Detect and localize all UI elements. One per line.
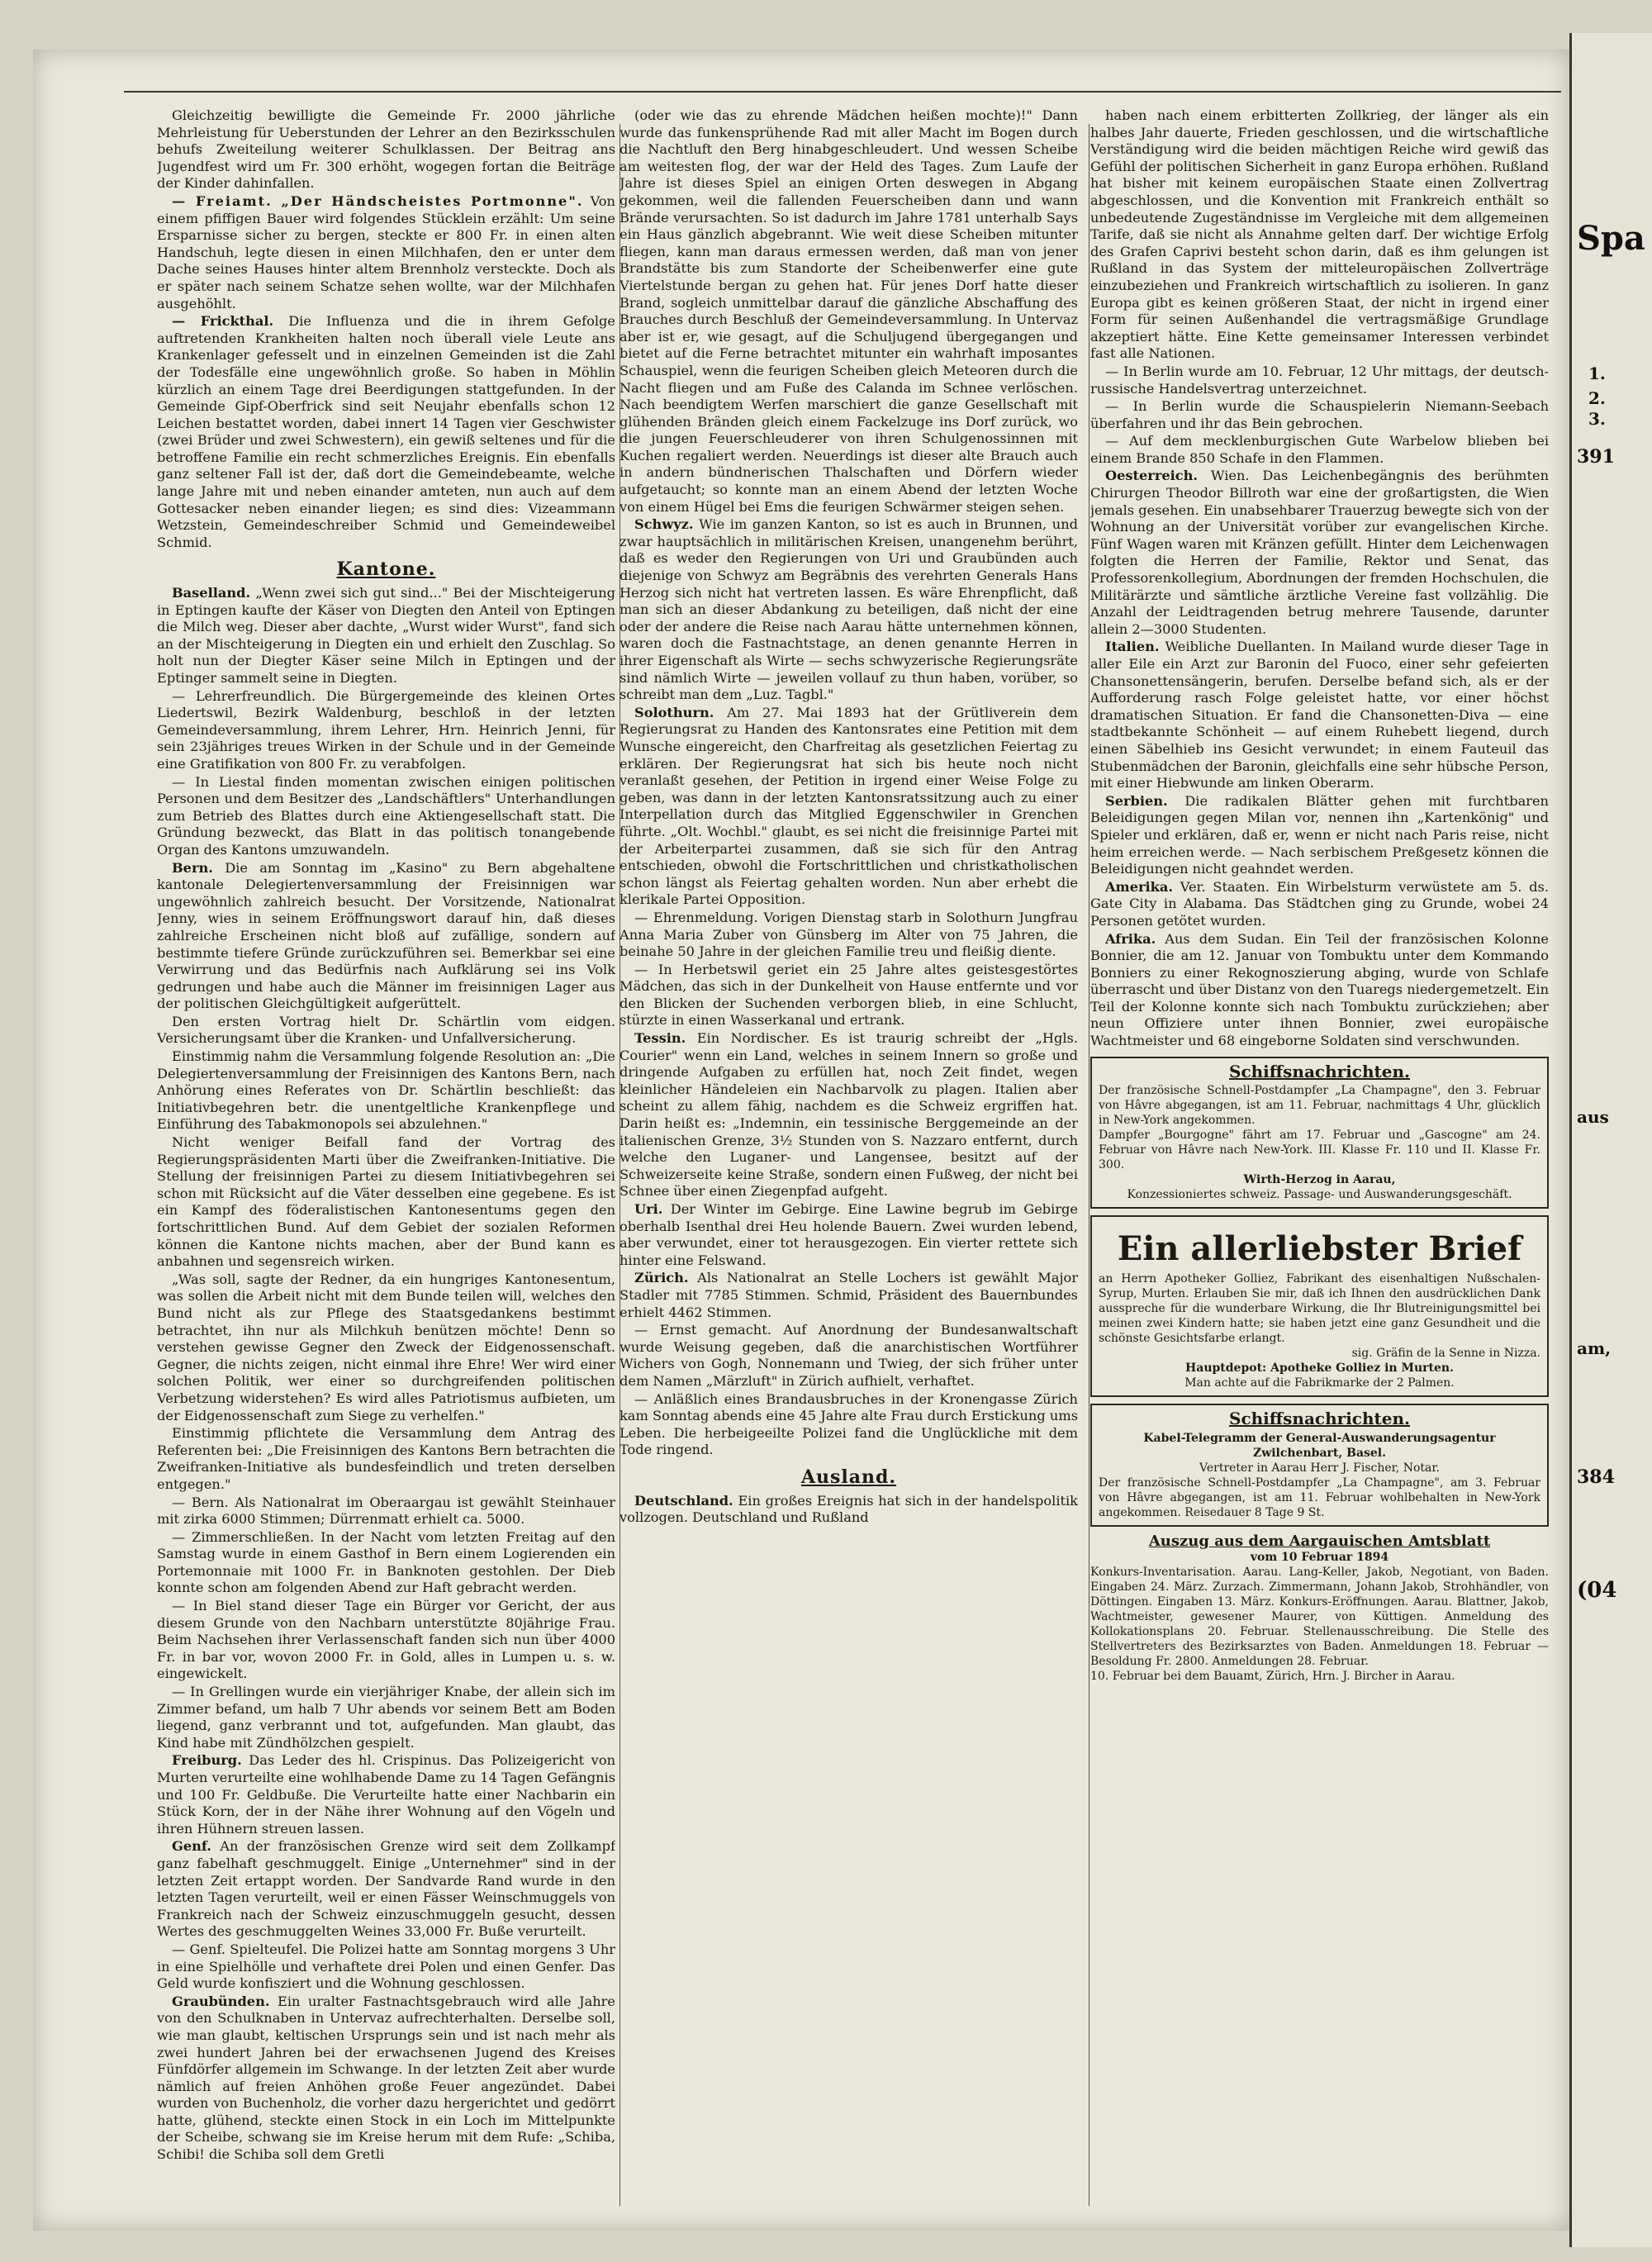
edge-fragment: 391 — [1577, 446, 1615, 468]
paragraph: Oesterreich. Wien. Das Leichenbegängnis des berühmten Chirurgen Theodor Billroth war eine der großartigsten, die Wien jemals gesehen. Ein unabsehbarer Trauerzug bewegte sich von der Wohnung an der Universität vorüber zur evangelischen Kirche. Fünf Wagen waren mit Kränzen gefüllt. Hinter dem Leichenwagen folgten die Herren der Familie, Rektor und Senat, das Professorenkollegium, Abordnungen der fremden Hochschulen, die Militärärzte und sämtliche ärztliche Vereine fast vollzählig. Die Anzahl der Leidtragenden betrug mehrere Tausende, darunter allein 2—3000 Studenten. — [1090, 468, 1549, 637]
edge-fragment: 384 — [1577, 1466, 1615, 1488]
paragraph: Nicht weniger Beifall fand der Vortrag des Regierungspräsidenten Marti über die Zweifranken-Initiative. Die Stellung der freisinnigen Partei zu diesem Initiativbegehren sei schon mit Rücksicht auf die Väter desselben eine gegebene. Es ist ein Kampf des föderalistischen Kantonesentums gegen den fortschrittlichen Bund. Auf dem Gebiet der sozialen Reformen können die Kantone nichts machen, aber der Bund kann es anbahnen und segensreich wirken. — [157, 1134, 615, 1270]
paragraph: — Genf. Spielteufel. Die Polizei hatte am Sonntag morgens 3 Uhr in eine Spielhölle und verhaftete drei Polen und einen Genfer. Das Geld wurde konfisziert und die Wohnung geschlossen. — [157, 1941, 615, 1992]
paragraph: Baselland. „Wenn zwei sich gut sind..." Bei der Mischteigerung in Eptingen kaufte der Käser von Diegten den Anteil von Eptingen die Milch weg. Dieser aber dachte, „Wurst wider Wurst", fand sich an der Mischteigerung in Diegten ein und erhielt den Zuschlag. So holt nun der Diegter Käser seine Milch in Eptingen und der Eptinger sammelt seine in Diegten. — [157, 585, 615, 686]
adjacent-page-edge — [1569, 33, 1652, 2247]
ad-sign: sig. Gräfin de la Senne in Nizza. — [1351, 1347, 1540, 1361]
ad-text: Der französische Schnell-Postdampfer „La Champagne", den 3. Februar von Hâvre abgegangen, ist am 11. Februar, nachmittags 4 Uhr, glücklich in New-York angekommen. — [1099, 1084, 1540, 1128]
paragraph: Deutschland. Ein großes Ereignis hat sich in der handelspolitik vollzogen. Deutschland und Rußland — [620, 1492, 1078, 1526]
ad-text: an Herrn Apotheker Golliez, Fabrikant des eisenhaltigen Nußschalen-Syrup, Murten. Erlauben Sie mir, daß ich Ihnen den ausdrücklichen Dank ausspreche für die wunderbare Wirkung, die Ihr Blutreinigungsmittel bei meinen zwei Kindern hatte; sie haben jetzt eine ganz Gesundheit und die schönste Gesichtsfarbe erlangt. — [1099, 1272, 1540, 1346]
paragraph: — Auf dem mecklenburgischen Gute Warbelow blieben bei einem Brande 850 Schafe in den Flammen. — [1090, 433, 1549, 466]
ad-text: Dampfer „Bourgogne" fährt am 17. Februar und „Gascogne" am 24. Februar von Hâvre nach New-York. III. Klasse Fr. 110 und II. Klasse Fr. 300. — [1099, 1129, 1540, 1172]
edge-fragment: am, — [1577, 1338, 1612, 1358]
ad-headline: Ein allerliebster Brief — [1117, 1229, 1522, 1269]
edge-fragment: 2. — [1588, 388, 1606, 408]
paragraph: Zürich. Als Nationalrat an Stelle Lochers ist gewählt Major Stadler mit 7785 Stimmen. Schmid, Präsident des Bauernbundes erhielt 4462 Stimmen. — [620, 1270, 1078, 1320]
section-heading-ausland: Ausland. — [800, 1466, 897, 1488]
amtsblatt-excerpt — [1090, 1533, 1549, 1685]
paragraph: — Zimmerschließen. In der Nacht vom letzten Freitag auf den Samstag wurde in einem Gasthof in Bern einem Logierenden ein Portemonnaie mit 1000 Fr. in Banknoten gestohlen. Der Dieb konnte schon am folgenden Abend zur Haft gebracht werden. — [157, 1528, 615, 1596]
top-rule — [124, 91, 1561, 93]
paragraph: Den ersten Vortrag hielt Dr. Schärtlin vom eidgen. Versicherungsamt über die Kranken- und Unfallversicherung. — [157, 1013, 615, 1047]
column-3 — [1090, 107, 1549, 2222]
paragraph: Solothurn. Am 27. Mai 1893 hat der Grütliverein dem Regierungsrat zu Handen des Kantonsrates eine Petition mit dem Wunsche eingereicht, den Charfreitag als gesetzlichen Feiertag zu erklären. Der Regierungsrat hat sich bis heute noch nicht veranlaßt gesehen, der Petition in irgend einer Weise Folge zu geben, was dann in der letzten Kantonsratssitzung auch zu einer Interpellation durch das Mitglied Eggenschwiler in Grenchen führte. „Olt. Wochbl." glaubt, es sei nicht die freisinnige Partei mit der Arbeiterpartei zusammen, daß sie sich für den Antrag entschieden, obwohl die Fortschrittlichen und christkatholischen schon längst als Feiertag gehalten worden. Nun aber erhebt die klerikale Partei Opposition. — [620, 704, 1078, 908]
paragraph: Serbien. Die radikalen Blätter gehen mit furchtbaren Beleidigungen gegen Milan vor, nennen ihn „Kartenkönig" und Spieler und erklären, daß er, wenn er nicht nach Paris reise, nicht heim erreichen werde. — Nach serbischem Preßgesetz können die Beleidigungen nicht geahndet werden. — [1090, 792, 1549, 877]
paragraph: — In Grellingen wurde ein vierjähriger Knabe, der allein sich im Zimmer befand, um halb 7 Uhr abends vor seinem Bett am Boden liegend, ganz verbrannt und tot, aufgefunden. Man glaubt, das Kind habe mit Zündhölzchen gespielt. — [157, 1684, 615, 1751]
ad-sign: Wirth-Herzog in Aarau, — [1243, 1173, 1396, 1187]
edge-fragment: aus — [1577, 1107, 1609, 1127]
ad-schiffsnachrichten-2 — [1090, 1404, 1549, 1527]
paragraph: „Was soll, sagte der Redner, da ein hungriges Kantonesentum, was sollen die Arbeit nicht mit dem Bunde teilen will, welches den Bund nicht als zur Pflege des Staatsgedankens bestimmt betrachtet, ihn nur als Milchkuh benützen möchte! Denn so verstehen gewisse Gegner den Zweck der Eidgenossenschaft. Gegner, die nichts zeigen, nicht einmal ihre Ehre! Wer wird einer solchen Politik, wer einer so durchgreifenden politischen Verbetzung widerstehen? Es wird alles Patriotismus aufbieten, um der Eidgenossenschaft zum Siege zu verhelfen." — [157, 1271, 615, 1423]
section-heading-kantone: Kantone. — [336, 558, 436, 581]
amtsblatt-text: 10. Februar bei dem Bauamt, Zürich, Hrn. J. Bircher in Aarau. — [1090, 1670, 1455, 1684]
amtsblatt-text: Konkurs-Inventarisation. Aarau. Lang-Keller, Jakob, Negotiant, von Baden. Eingaben 24. März. Zurzach. Zimmermann, Johann Jakob, Strohhändler, von Döttingen. Eingaben 13. März. Konkurs-Eröffnungen. Aarau. Blattner, Jakob, Wachtmeister, gewesener Maurer, von Küttigen. Anmeldung des Kollokationsplans 20. Februar. Stellenausschreibung. Die Stelle des Stellvertreters des Bezirksarztes von Baden. Anmeldungen 18. Februar — Besoldung Fr. 2800. Anmeldungen 28. Februar. — [1090, 1566, 1549, 1669]
paragraph: — In Berlin wurde die Schauspielerin Niemann-Seebach überfahren und ihr das Bein gebrochen. — [1090, 398, 1549, 431]
edge-fragment: Spa — [1577, 219, 1645, 258]
paragraph: Schwyz. Wie im ganzen Kanton, so ist es auch in Brunnen, und zwar hauptsächlich in militärischen Kreisen, unangenehm berührt, daß es weder den Regierungen von Uri und Graubünden auch diejenige von Schwyz am Begräbnis des verehrten Generals Hans Herzog sich nicht hat vertreten lassen. Es wäre Ehrenpflicht, daß man sich an dieser Abdankung zu beteiligen, daß nicht der eine oder der andere die Reise nach Aarau hätte unternehmen können, waren doch die Fastnachtstage, an denen genannte Herren in ihrer Eigenschaft als Wirte — sechs schwyzerische Regierungsräte sind nämlich Wirte — jeweilen vollauf zu thun haben, vorüber, so schreibt man dem „Luz. Tagbl." — [620, 516, 1078, 703]
ad-subtitle: Kabel-Telegramm der General-Auswanderungsagentur Zwilchenbart, Basel. — [1143, 1431, 1496, 1460]
ad-depot: Hauptdepot: Apotheke Golliez in Murten. — [1185, 1361, 1454, 1376]
paragraph: Gleichzeitig bewilligte die Gemeinde Fr. 2000 jährliche Mehrleistung für Ueberstunden der Lehrer an den Bezirksschulen behufs Zweiteilung weiterer Schulklassen. Der Beitrag ans Jugendfest wird um Fr. 300 erhöht, wogegen fortan die Beiträge der Kinder dahinfallen. — [157, 107, 615, 192]
paragraph: Amerika. Ver. Staaten. Ein Wirbelsturm verwüstete am 5. ds. Gate City in Alabama. Das Städtchen ging zu Grunde, wobei 24 Personen getötet wurden. — [1090, 878, 1549, 929]
ad-golliez — [1090, 1215, 1549, 1397]
paragraph: — In Berlin wurde am 10. Februar, 12 Uhr mittags, der deutsch-russische Handelsvertrag unterzeichnet. — [1090, 363, 1549, 397]
paragraph: Graubünden. Ein uralter Fastnachtsgebrauch wird alle Jahre von den Schulknaben in Untervaz aufrechterhalten. Derselbe soll, wie man glaubt, keltischen Ursprungs sein und ist nach mehr als zwei hundert Jahren bei der erwachsenen Jugend des Kreises Fünfdörfer allgemein im Schwange. In der letzten Zeit aber wurde nämlich auf freien Anhöhen große Feuer angezündet. Dabei wurden von Buchenholz, die vorher dazu hergerichtet und gedörrt hatte, glühend, steckte einen Stock in ein Loch im Mittelpunkte der Scheibe, schwang sie im Kreise herum mit dem Rufe: „Schiba, Schibi! die Schiba soll dem Gretli — [157, 1993, 615, 2163]
paragraph: haben nach einem erbitterten Zollkrieg, der länger als ein halbes Jahr dauerte, Frieden geschlossen, und die wirtschaftliche Verständigung wird die beiden mächtigen Reiche wird gewiß das Gefühl der politischen Sicherheit in ganz Europa erhöhen. Rußland hat bisher mit keinem europäischen Staate einen Zollvertrag abgeschlossen, und die Konvention mit Frankreich enthält so unbedeutende Zugeständnisse im Vergleiche mit dem allgemeinen Tarife, daß sie nicht als Annahme gelten darf. Der wichtige Erfolg des Grafen Caprivi besteht schon darin, daß es ihm gelungen ist Rußland in das System der mitteleuropäischen Zollverträge einzubeziehen und Frankreich wirtschaftlich zu isolieren. In ganz Europa gibt es keinen größeren Staat, der nicht in irgend einer Form für seinen Außenhandel die vertragsmäßige Grundlage akzeptiert hätte. Eine Kette gemeinsamer Interessen verbindet fast alle Nationen. — [1090, 107, 1549, 362]
edge-fragment: 3. — [1588, 409, 1606, 429]
paragraph: — Frickthal. Die Influenza und die in ihrem Gefolge auftretenden Krankheiten halten noch überall viele Leute ans Krankenlager gefesselt und in einzelnen Gemeinden ist die Zahl der Todesfälle eine ungewöhnlich große. So haben in Möhlin kürzlich an einem Tage drei Beerdigungen stattgefunden. In der Gemeinde Gipf-Oberfrick sind seit Neujahr ebenfalls schon 12 Leichen bestattet worden, dabei innert 14 Tagen vier Geschwister (zwei Brüder und zwei Schwestern), ein gewiß seltenes und für die betroffene Familie ein recht schmerzliches Ereignis. Ein ebenfalls ganz seltener Fall ist der, daß dort die Gemeindebeamte, welche lange Jahre mit und neben einander amteten, nun auch auf dem Gottesacker neben einander liegen; es sind dies: Vizeammann Wetzstein, Gemeindeschreiber Schmid und Gemeindeweibel Schmid. — [157, 313, 615, 550]
paragraph: — In Biel stand dieser Tage ein Bürger vor Gericht, der aus diesem Grunde von den Nachbarn unterstützte 80jährige Frau. Beim Nachsehen ihrer Verlassenschaft fanden sich nun über 4000 Fr. in bar vor, wovon 2000 Fr. in Gold, alles in Lumpen u. s. w. eingewickelt. — [157, 1598, 615, 1682]
amtsblatt-date: vom 10 Februar 1894 — [1250, 1551, 1389, 1565]
paragraph: Genf. An der französischen Grenze wird seit dem Zollkampf ganz fabelhaft geschmuggelt. Einige „Unternehmer" sind in der letzten Zeit ertappt worden. Der Sandvarde Rand wurde in den letzten Tagen verurteilt, weil er einen Fässer Weinschmuggels von Frankreich nach der Schweiz einzuschmuggeln gesucht, dessen Wertes des geschmuggelten Weines 33,000 Fr. Buße verurteilt. — [157, 1838, 615, 1940]
edge-fragment: 1. — [1588, 364, 1606, 383]
paragraph: Tessin. Ein Nordischer. Es ist traurig schreibt der „Hgls. Courier" wenn ein Land, welches in seinem Innern so große und dringende Aufgaben zu erfüllen hat, noch Zeit findet, wegen kleinlicher Händeleien ein Nachbarvolk zu plagen. Italien aber scheint zu allem fähig, nachdem es die Schweiz ergriffen hat. Darin heißt es: „Indemnin, ein tessinische Berggemeinde an der italienischen Grenze, 3½ Stunden von S. Nazzaro entfernt, durch welche den Luganer- und Langensee, besitzt auf der Schweizerseite keine Straße, sondern einen Fußweg, der nicht bei Schnee über einen Ziegenpfad aufgeht. — [620, 1030, 1078, 1200]
ad-title: Schiffsnachrichten. — [1229, 1409, 1410, 1429]
paragraph: Einstimmig pflichtete die Versammlung dem Antrag des Referenten bei: „Die Freisinnigen des Kantons Bern betrachten die Zweifranken-Initiative als bundesfeindlich und treten derselben entgegen." — [157, 1425, 615, 1492]
paragraph: — Ehrenmeldung. Vorigen Dienstag starb in Solothurn Jungfrau Anna Maria Zuber von Günsberg im Alter von 75 Jahren, die beinahe 50 Jahre in der gleichen Familie treu und fleißig diente. — [620, 909, 1078, 960]
column-2 — [620, 107, 1078, 2222]
amtsblatt-title: Auszug aus dem Aargauischen Amtsblatt — [1148, 1532, 1491, 1550]
paragraph: — Freiamt. „Der Händscheistes Portmonne". Von einem pfiffigen Bauer wird folgendes Stücklein erzählt: Um seine Ersparnisse sicher zu bergen, steckte er 800 Fr. in einen alten Handschuh, legte diesen in einen Milchhafen, den er unter dem Dache seines Hauses hinter altem Brennholz versteckte. Doch als er später nach seinem Schatze sehen wollte, war der Milchhafen ausgehöhlt. — [157, 192, 615, 311]
edge-fragment: (04 — [1577, 1578, 1617, 1603]
ad-title: Schiffsnachrichten. — [1229, 1061, 1410, 1081]
paragraph: Bern. Die am Sonntag im „Kasino" zu Bern abgehaltene kantonale Delegiertenversammlung der Freisinnigen war ungewöhnlich zahlreich besucht. Der Vorsitzende, Nationalrat Jenny, wies in seinem Eröffnungswort darauf hin, daß dieses zahlreiche Erscheinen nicht bloß auf zufällige, sondern auf bestimmte tiefere Gründe zurückzuführen sei. Bemerkbar sei eine Verwirrung und das Bedürfnis nach Aufklärung sei ins Volk gedrungen und habe auch die Männer im freisinnigen Lager aus der politischen Gleichgültigkeit aufgerüttelt. — [157, 859, 615, 1012]
ad-schiffsnachrichten-1 — [1090, 1057, 1549, 1209]
ad-sign: Konzessioniertes schweiz. Passage- und Auswanderungsgeschäft. — [1127, 1188, 1512, 1202]
paragraph: Freiburg. Das Leder des hl. Crispinus. Das Polizeigericht von Murten verurteilte eine wohlhabende Dame zu 14 Tagen Gefängnis und 100 Fr. Geldbuße. Die Verurteilte hatte einer Nachbarin ein Stück Korn, der in der Nähe ihrer Wohnung auf den Vögeln und ihren Hühnern streuen lassen. — [157, 1752, 615, 1837]
paragraph: — Anläßlich eines Brandausbruches in der Kronengasse Zürich kam Sonntag abends eine 45 Jahre alte Frau durch Erstickung ums Leben. Die herbeigeeilte Polizei fand die Unglückliche mit dem Tode ringend. — [620, 1390, 1078, 1458]
paragraph: Einstimmig nahm die Versammlung folgende Resolution an: „Die Delegiertenversammlung der Freisinnigen des Kantons Bern, nach Anhörung eines Referates von Dr. Schärtlin beschließt: das Initiativbegehren betr. die unentgeltliche Krankenpflege und Einführung des Tabakmonopols sei abzulehnen." — [157, 1048, 615, 1133]
paragraph: — In Herbetswil geriet ein 25 Jahre altes geistesgestörtes Mädchen, das sich in der Dunkelheit von Hause entfernte und vor den Blicken der Suchenden verborgen blieb, in eine Schlucht, stürzte in einen Wasserkanal und ertrank. — [620, 961, 1078, 1029]
paragraph: — Ernst gemacht. Auf Anordnung der Bundesanwaltschaft wurde Weisung gegeben, daß die anarchistischen Wortführer Wichers von Gogh, Nonnemann und Twieg, der sich früher unter dem Namen „Märzluft" in Zürich aufhielt, verhaftet. — [620, 1322, 1078, 1389]
paragraph: (oder wie das zu ehrende Mädchen heißen mochte)!" Dann wurde das funkensprühende Rad mit aller Macht im Bogen durch die Nachtluft den Berg hinabgeschleudert. Und wessen Scheibe am weitesten flog, der war der Held des Tages. Zum Laufe der Jahre ist dieses Spiel an einigen Orten deswegen in Abgang gekommen, weil die fallenden Feuerscheiben dann und wann Brände verursachten. So ist dadurch im Jahre 1781 unterhalb Says ein Haus gänzlich abgebrannt. Wie weit diese Scheiben mitunter fliegen, kann man daraus ermessen werden, daß man von jener Brandstätte bis zum Standorte der Scheibenwerfer eine gute Viertelstunde bergan zu gehen hat. Für jenes Dorf hatte dieser Brand, sogleich unmittelbar darauf die gänzliche Abschaffung des Brauches durch Beschluß der Gemeindeversammlung. In Untervaz aber ist er, wie gesagt, auf die Schuljugend übergegangen und bietet auf die Ferne betrachtet mitunter ein wahrhaft imposantes Schauspiel, wenn die feurigen Scheiben gleich Meteoren durch die Nacht fliegen und am Fuße des Calanda im Schnee verlöschen. Nach beendigtem Werfen marschiert die ganze Gesellschaft mit glühenden Bränden gleich einem Fackelzuge ins Dorf zurück, wo die jungen Feuerschleuderer von ihren Schulgenossinnen mit Kuchen regaliert werden. Neuerdings ist dieser alte Brauch auch in andern bündnerischen Thalschaften und Dörfern wieder aufgetaucht; so konnte man an einem Abend der letzten Woche von einem Hügel bei Ems die feurigen Schwärmer steigen sehen. — [620, 107, 1078, 515]
paragraph: Italien. Weibliche Duellanten. In Mailand wurde dieser Tage in aller Eile ein Arzt zur Baronin del Fuoco, einer sehr gefeierten Chansonettensängerin, berufen. Derselbe befand sich, als er der Aufforderung rasch Folge geleistet hatte, vor einer höchst dramatischen Situation. Er fand die Chansonetten-Diva — eine stadtbekannte Schönheit — auf einem Ruhebett liegend, durch einen Säbelhieb ins Gesicht verwundet; in einem Fauteuil das Stubenmädchen der Baronin, gleichfalls eine sehr hübsche Person, mit einer Hiebwunde am linken Oberarm. — [1090, 639, 1549, 791]
ad-text: Der französische Schnell-Postdampfer „La Champagne", am 3. Februar von Hâvre abgegangen, ist am 11. Februar wohlbehalten in New-York angekommen. Reisedauer 8 Tage 9 St. — [1099, 1476, 1540, 1519]
paragraph: — Lehrerfreundlich. Die Bürgergemeinde des kleinen Ortes Liedertswil, Bezirk Waldenburg, beschloß in der letzten Gemeindeversammlung, ihrem Lehrer, Hrn. Heinrich Jenni, für sein 23jähriges treues Wirken in der Schule und in der Gemeinde eine Gratifikation von 800 Fr. zu verabfolgen. — [157, 687, 615, 772]
paragraph: Afrika. Aus dem Sudan. Ein Teil der französischen Kolonne Bonnier, die am 12. Januar von Tombuktu unter dem Kommando Bonniers zu einer Rekognoszierung abging, wurde von Schlafe überrascht und über Distanz von den Tuaregs niedergemetzelt. Ein Teil der Kolonne konnte sich nach Tombuktu zurückziehen; aber neun Offiziere unter ihnen Bonnier, zwei europäische Wachtmeister und 68 eingeborne Soldaten sind verschwunden. — [1090, 930, 1549, 1049]
paragraph: Uri. Der Winter im Gebirge. Eine Lawine begrub im Gebirge oberhalb Isenthal drei Heu holende Bauern. Zwei wurden lebend, aber verwundet, einer tot herausgezogen. Ein vierter rettete sich hinter eine Felswand. — [620, 1201, 1078, 1268]
paragraph: — In Liestal finden momentan zwischen einigen politischen Personen und dem Besitzer des „Landschäftlers" Unterhandlungen zum Betrieb des Blattes durch eine Aktiengesellschaft statt. Die Gründung bezweckt, das Blatt in das politisch tonangebende Organ des Kantons umzuwandeln. — [157, 773, 615, 858]
ad-text: Vertreter in Aarau Herr J. Fischer, Notar. — [1199, 1461, 1440, 1475]
column-1 — [157, 107, 615, 2222]
ad-note: Man achte auf die Fabrikmarke der 2 Palmen. — [1184, 1376, 1455, 1390]
paragraph: — Bern. Als Nationalrat im Oberaargau ist gewählt Steinhauer mit zirka 6000 Stimmen; Dürrenmatt erhielt ca. 5000. — [157, 1494, 615, 1528]
